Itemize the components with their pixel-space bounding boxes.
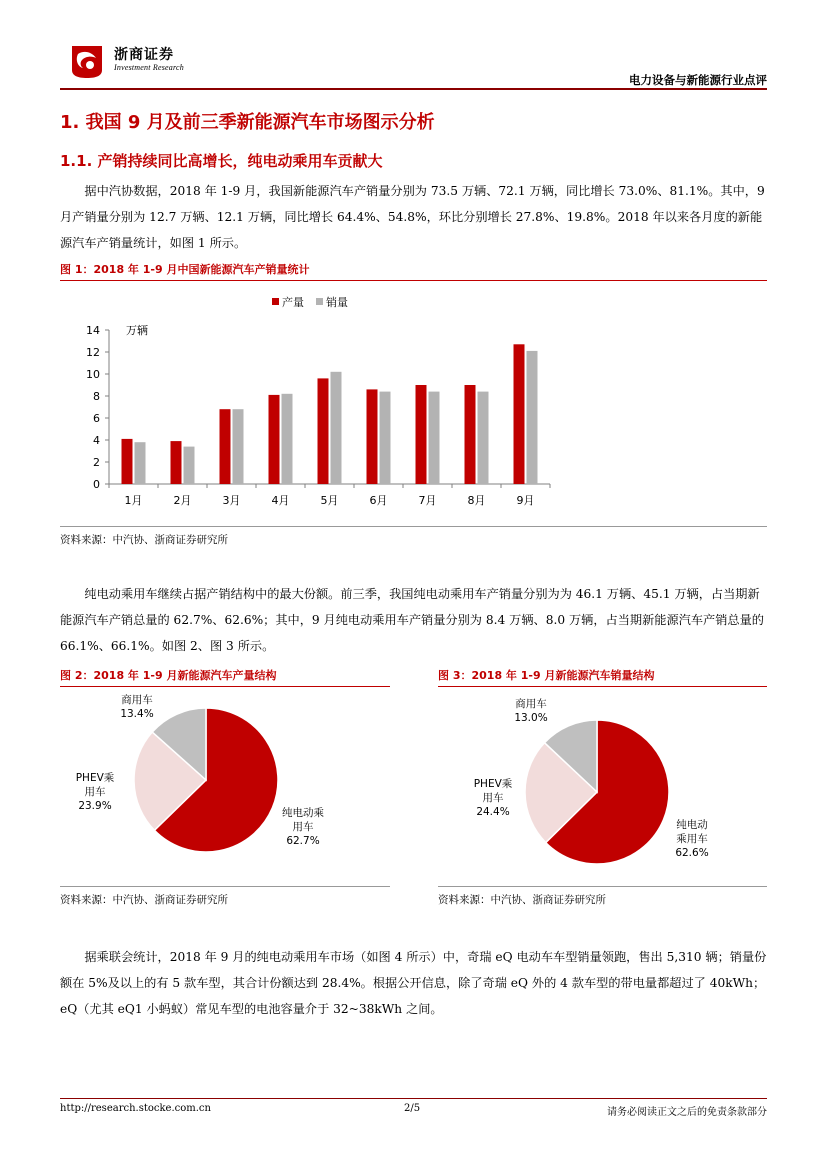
legend-swatch-1 [272,298,279,305]
pie-value-label: 13.0% [514,712,548,724]
bar-production-2 [171,441,182,484]
x-tick-label: 3月 [222,494,241,507]
bar-production-6 [367,389,378,484]
pie-chart-production-structure [60,688,390,884]
page-number: 2/5 [404,1103,421,1114]
x-tick-label: 8月 [467,494,486,507]
logo-english-name: Investment Research [114,63,184,72]
x-tick-label: 9月 [516,494,535,507]
y-tick-label: 14 [86,324,100,337]
pie-category-label: 商用车 [515,698,547,710]
pie-value-label: 24.4% [476,806,510,818]
subsection-heading: 1.1. 产销持续同比高增长，纯电动乘用车贡献大 [60,152,383,170]
footer-url[interactable]: http://research.stocke.com.cn [60,1103,211,1114]
disclaimer-note: 请务必阅读正文之后的免责条款部分 [607,1107,767,1118]
figure-3-source: 资料来源：中汽协、浙商证券研究所 [438,894,606,906]
paragraph-text: 纯电动乘用车继续占据产销结构中的最大份额。前三季，我国纯电动乘用车产销量分别为为 46.1 万辆、45.1 万辆，占当期新能源汽车产销总量的 62.7%、62.6%；其中，9 月纯电动乘用车产销量分别为 8.4 万辆、8.0 万辆，占当期新能源汽车产销总量的 66.1%、66.1%。如图 2、图 3 所示。 [60,587,764,653]
bar-production-5 [318,378,329,484]
pie-value-label: 62.7% [286,835,320,847]
x-tick-label: 2月 [173,494,192,507]
pie-value-label: 62.6% [675,847,709,859]
figure-2-title: 图 2：2018 年 1-9 月新能源汽车产量结构 [60,669,277,682]
x-tick-label: 6月 [369,494,388,507]
pie-label-2 [76,771,115,812]
bar-production-3 [220,409,231,484]
header-divider [60,88,767,90]
figure-1-source: 资料来源：中汽协、浙商证券研究所 [60,534,228,546]
bar-sales-4 [282,394,293,484]
y-tick-label: 2 [93,456,100,469]
chart-legend [272,295,348,309]
bar-production-9 [514,344,525,484]
bar-sales-5 [331,372,342,484]
figure-1-bottom-rule [60,526,767,527]
pie-label-3 [514,697,547,724]
bar-sales-1 [135,442,146,484]
legend-swatch-2 [316,298,323,305]
pie-label-2 [474,777,513,818]
pie-category-label: 纯电动乘 [282,807,324,819]
paragraph-text: 据中汽协数据，2018 年 1-9 月，我国新能源汽车产销量分别为 73.5 万辆、72.1 万辆，同比增长 73.0%、81.1%。其中，9 月产销量分别为 12.7 万辆、12.1 万辆，同比增长 64.4%、54.8%，环比分别增长 27.8%、19.8%。2018 年以来各月度的新能源汽车产销量统计，如图 1 所示。 [60,184,765,250]
y-tick-label: 4 [93,434,100,447]
pie-category-label: 用车 [292,821,314,833]
figure-1-top-rule [60,280,767,281]
pie-chart-sales-structure [438,688,767,884]
section-heading: 1. 我国 9 月及前三季新能源汽车市场图示分析 [60,112,435,133]
pie-category-label: PHEV乘 [473,778,513,790]
figure-2-bottom-rule [60,886,390,887]
bar-production-4 [269,395,280,484]
y-tick-label: 0 [93,478,100,491]
pie-category-label: 乘用车 [676,833,708,845]
figure-3-top-rule [438,686,767,687]
bar-production-1 [122,439,133,484]
pie-value-label: 13.4% [120,708,154,720]
bar-production-8 [465,385,476,484]
figure-1-title: 图 1：2018 年 1-9 月中国新能源汽车产销量统计 [60,263,310,276]
pie-category-label: 商用车 [121,694,153,706]
bar-production-7 [416,385,427,484]
pie-category-label: 纯电动 [676,819,708,831]
figure-3-bottom-rule [438,886,767,887]
pie-label-1 [675,818,708,859]
bar-sales-9 [527,351,538,484]
x-tick-label: 7月 [418,494,437,507]
legend-label-2: 销量 [326,296,348,309]
y-axis-unit-label: 万辆 [126,324,148,337]
figure-3-title: 图 3：2018 年 1-9 月新能源汽车销量结构 [438,669,655,682]
y-tick-label: 12 [86,346,100,359]
pie-label-1 [282,806,324,847]
x-tick-label: 5月 [320,494,339,507]
paragraph-3 [60,944,767,1022]
bar-sales-3 [233,409,244,484]
logo-company-name: 浙商证券 [114,47,174,63]
figure-2-source: 资料来源：中汽协、浙商证券研究所 [60,894,228,906]
paragraph-2 [60,581,767,659]
pie-category-label: 用车 [84,786,106,798]
paragraph-1 [60,178,767,256]
report-type: 电力设备与新能源行业点评 [629,73,767,87]
pie-category-label: PHEV乘 [75,772,115,784]
y-tick-label: 10 [86,368,100,381]
y-tick-label: 6 [93,412,100,425]
footer-divider [60,1098,767,1099]
pie-value-label: 23.9% [78,800,112,812]
x-tick-label: 1月 [124,494,143,507]
x-tick-label: 4月 [271,494,290,507]
bar-sales-8 [478,392,489,484]
bar-sales-2 [184,447,195,484]
paragraph-text: 据乘联会统计，2018 年 9 月的纯电动乘用车市场（如图 4 所示）中，奇瑞 eQ 电动车车型销量领跑，售出 5,310 辆；销量份额在 5%及以上的有 5 款车型，其合计份额达到 28.4%。根据公开信息，除了奇瑞 eQ 外的 4 款车型的带电量都超过了 40kWh；eQ（尤其 eQ1 小蚂蚁）常见车型的电池容量介于 32~38kWh 之间。 [60,950,767,1016]
bar-sales-6 [380,392,391,484]
company-logo [66,40,108,82]
figure-2-top-rule [60,686,390,687]
y-tick-label: 8 [93,390,100,403]
legend-label-1: 产量 [282,296,304,309]
pie-category-label: 用车 [482,792,504,804]
bar-chart-production-sales [60,282,767,524]
bar-sales-7 [429,392,440,484]
chart-bars [122,344,538,484]
pie-label-3 [120,693,153,720]
